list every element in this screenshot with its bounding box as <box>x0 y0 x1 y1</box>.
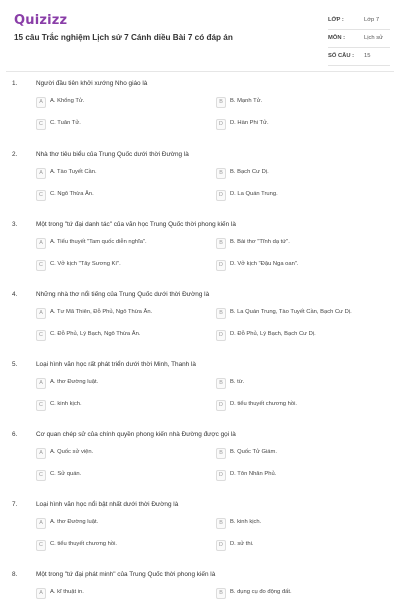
option-text: C. Ngô Thừa Ân. <box>50 191 94 197</box>
option-text: B. Bài thơ "Tĩnh dạ tứ". <box>230 239 290 245</box>
question-number: 1. <box>12 80 18 87</box>
option-text: D. Hàn Phi Tử. <box>230 120 269 126</box>
header-divider <box>6 71 394 72</box>
option-letter-box: B <box>216 308 226 319</box>
option-letter-box: D <box>216 470 226 481</box>
question-item <box>0 291 400 361</box>
option-text: D. tiểu thuyết chương hồi. <box>230 401 297 407</box>
meta-value-count: 15 <box>364 53 371 59</box>
quizizz-logo[interactable]: Quizizz <box>14 13 68 28</box>
meta-value-subject: Lịch sử <box>364 35 384 41</box>
option-letter-box: B <box>216 448 226 459</box>
option-text: D. Tôn Nhân Phủ. <box>230 471 277 477</box>
option-text: D. La Quán Trung. <box>230 191 278 197</box>
option-letter-box: B <box>216 518 226 529</box>
option-text: D. sử thi. <box>230 541 254 547</box>
option-text: D. Vở kịch "Đậu Nga oan". <box>230 261 299 267</box>
option-letter-box: D <box>216 330 226 341</box>
question-number: 3. <box>12 221 18 228</box>
worksheet-header <box>0 0 400 70</box>
question-number: 5. <box>12 361 18 368</box>
option-letter-box: A <box>36 378 46 389</box>
question-number: 6. <box>12 431 18 438</box>
meta-key-class: LỚP : <box>328 17 344 23</box>
question-text: Người đầu tiên khởi xướng Nho giáo là <box>36 80 148 87</box>
meta-value-class: Lớp 7 <box>364 17 380 23</box>
option-letter-box: B <box>216 588 226 599</box>
option-text: B. Mạnh Tử. <box>230 98 263 104</box>
option-text: C. Tuân Tử. <box>50 120 81 126</box>
question-text: Cơ quan chép sử của chính quyền phong kiến nhà Đường được gọi là <box>36 431 236 438</box>
question-text: Loại hình văn học nổi bật nhất dưới thời Đường là <box>36 501 179 508</box>
question-text: Nhà thơ tiêu biểu của Trung Quốc dưới thời Đường là <box>36 151 189 158</box>
option-letter-box: C <box>36 190 46 201</box>
option-letter-box: D <box>216 190 226 201</box>
option-text: A. Tiểu thuyết "Tam quốc diễn nghĩa". <box>50 239 147 245</box>
option-text: C. tiểu thuyết chương hồi. <box>50 541 117 547</box>
option-letter-box: C <box>36 260 46 271</box>
question-item <box>0 151 400 221</box>
option-text: B. Bạch Cư Dị. <box>230 169 269 175</box>
option-letter-box: C <box>36 400 46 411</box>
option-text: D. Đỗ Phủ, Lý Bạch, Bạch Cư Dị. <box>230 331 316 337</box>
question-item <box>0 431 400 501</box>
meta-row-class <box>328 12 390 30</box>
option-letter-box: B <box>216 97 226 108</box>
question-text: Loại hình văn học rất phát triển dưới thời Minh, Thanh là <box>36 361 196 368</box>
option-letter-box: A <box>36 97 46 108</box>
question-item <box>0 361 400 431</box>
option-text: B. dụng cụ đo động đất. <box>230 589 292 595</box>
option-letter-box: C <box>36 540 46 551</box>
option-text: B. Quốc Tử Giám. <box>230 449 277 455</box>
option-text: C. kinh kịch. <box>50 401 82 407</box>
option-letter-box: D <box>216 540 226 551</box>
option-text: A. Tào Tuyết Cần. <box>50 169 97 175</box>
option-text: A. Khổng Tử. <box>50 98 85 104</box>
option-letter-box: C <box>36 470 46 481</box>
question-number: 7. <box>12 501 18 508</box>
question-text: Một trong "tứ đại phát minh" của Trung Quốc thời phong kiến là <box>36 571 216 578</box>
option-text: B. kinh kịch. <box>230 519 262 525</box>
meta-key-count: SỐ CÂU : <box>328 53 355 59</box>
option-text: A. kĩ thuật in. <box>50 589 84 595</box>
option-letter-box: D <box>216 260 226 271</box>
option-letter-box: B <box>216 168 226 179</box>
option-letter-box: A <box>36 168 46 179</box>
question-number: 4. <box>12 291 18 298</box>
option-letter-box: A <box>36 238 46 249</box>
option-text: C. Đỗ Phủ, Lý Bạch, Ngô Thừa Ân. <box>50 331 141 337</box>
option-letter-box: C <box>36 119 46 130</box>
option-letter-box: B <box>216 378 226 389</box>
meta-row-subject <box>328 30 390 48</box>
option-letter-box: A <box>36 448 46 459</box>
option-text: C. Vở kịch "Tây Sương Kí". <box>50 261 121 267</box>
option-letter-box: D <box>216 119 226 130</box>
option-text: B. từ. <box>230 379 245 385</box>
question-number: 8. <box>12 571 18 578</box>
question-item <box>0 501 400 571</box>
option-text: B. La Quán Trung, Tào Tuyết Cần, Bạch Cư Dị. <box>230 309 352 315</box>
option-letter-box: A <box>36 308 46 319</box>
question-number: 2. <box>12 151 18 158</box>
option-letter-box: A <box>36 588 46 599</box>
question-item <box>0 571 400 600</box>
option-text: A. Quốc sử viện. <box>50 449 94 455</box>
question-text: Những nhà thơ nổi tiếng của Trung Quốc dưới thời Đường là <box>36 291 210 298</box>
worksheet-meta <box>328 12 390 66</box>
meta-key-subject: MÔN : <box>328 35 346 41</box>
option-letter-box: A <box>36 518 46 529</box>
worksheet-title: 15 câu Trắc nghiệm Lịch sử 7 Cánh diều Bài 7 có đáp án <box>14 33 233 42</box>
option-text: C. Sử quán. <box>50 471 82 477</box>
question-item <box>0 80 400 150</box>
option-text: A. thơ Đường luật. <box>50 379 99 385</box>
meta-row-count <box>328 48 390 66</box>
question-text: Một trong "tứ đại danh tác" của văn học Trung Quốc thời phong kiến là <box>36 221 236 228</box>
option-text: A. Tư Mã Thiên, Đỗ Phủ, Ngô Thừa Ân. <box>50 309 153 315</box>
option-letter-box: B <box>216 238 226 249</box>
option-text: A. thơ Đường luật. <box>50 519 99 525</box>
option-letter-box: C <box>36 330 46 341</box>
option-letter-box: D <box>216 400 226 411</box>
question-item <box>0 221 400 291</box>
